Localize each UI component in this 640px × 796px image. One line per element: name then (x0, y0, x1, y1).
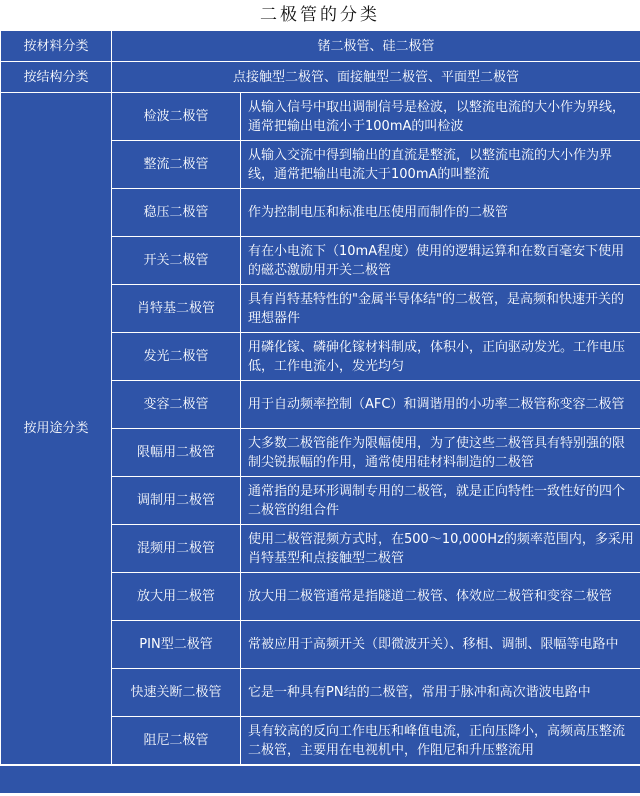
diode-type-name: 变容二极管 (112, 381, 241, 429)
diode-type-description: 作为控制电压和标准电压使用而制作的二极管 (241, 189, 640, 237)
diode-type-name: 开关二极管 (112, 237, 241, 285)
diode-type-description: 放大用二极管通常是指隧道二极管、体效应二极管和变容二极管 (241, 573, 640, 621)
diode-type-description: 它是一种具有PN结的二极管，常用于脉冲和高次谐波电路中 (241, 669, 640, 717)
diode-type-description: 从输入交流中得到输出的直流是整流，以整流电流的大小作为界线，通常把输出电流大于100mA的叫整流 (241, 141, 640, 189)
diode-type-name: 限幅用二极管 (112, 429, 241, 477)
diode-type-name: 整流二极管 (112, 141, 241, 189)
diode-type-description: 用磷化镓、磷砷化镓材料制成，体积小，正向驱动发光。工作电压低，工作电流小，发光均匀 (241, 333, 640, 381)
category-label-usage: 按用途分类 (1, 93, 112, 765)
diode-type-name: 阻尼二极管 (112, 717, 241, 765)
diode-type-description: 具有较高的反向工作电压和峰值电流，正向压降小，高频高压整流二极管，主要用在电视机中，作阻尼和升压整流用 (241, 717, 640, 765)
diode-type-name: 发光二极管 (112, 333, 241, 381)
table-row (1, 93, 640, 141)
table-footer-bar (0, 765, 640, 793)
diode-type-description: 大多数二极管能作为限幅使用，为了使这些二极管具有特别强的限制尖锐振幅的作用，通常使用硅材料制造的二极管 (241, 429, 640, 477)
diode-type-name: 检波二极管 (112, 93, 241, 141)
diode-type-name: 调制用二极管 (112, 477, 241, 525)
table-row-material (1, 31, 640, 62)
table-row-structure (1, 62, 640, 93)
diode-type-name: 快速关断二极管 (112, 669, 241, 717)
diode-type-description: 从输入信号中取出调制信号是检波，以整流电流的大小作为界线，通常把输出电流小于100mA的叫检波 (241, 93, 640, 141)
diode-type-description: 有在小电流下（10mA程度）使用的逻辑运算和在数百毫安下使用的磁芯激励用开关二极管 (241, 237, 640, 285)
diode-type-name: 稳压二极管 (112, 189, 241, 237)
diode-classification-table (0, 30, 640, 765)
diode-type-description: 具有肖特基特性的"金属半导体结"的二极管，是高频和快速开关的理想器件 (241, 285, 640, 333)
diode-type-description: 使用二极管混频方式时，在500～10,000Hz的频率范围内，多采用肖特基型和点接触型二极管 (241, 525, 640, 573)
category-value-structure: 点接触型二极管、面接触型二极管、平面型二极管 (112, 62, 640, 93)
category-label-material: 按材料分类 (1, 31, 112, 62)
diode-type-description: 用于自动频率控制（AFC）和调谐用的小功率二极管称变容二极管 (241, 381, 640, 429)
diode-type-name: 放大用二极管 (112, 573, 241, 621)
diode-type-name: 肖特基二极管 (112, 285, 241, 333)
category-value-material: 锗二极管、硅二极管 (112, 31, 640, 62)
category-label-structure: 按结构分类 (1, 62, 112, 93)
diode-type-name: 混频用二极管 (112, 525, 241, 573)
diode-type-description: 常被应用于高频开关（即微波开关）、移相、调制、限幅等电路中 (241, 621, 640, 669)
diode-type-name: PIN型二极管 (112, 621, 241, 669)
diode-type-description: 通常指的是环形调制专用的二极管，就是正向特性一致性好的四个二极管的组合件 (241, 477, 640, 525)
page-title: 二极管的分类 (0, 0, 640, 30)
